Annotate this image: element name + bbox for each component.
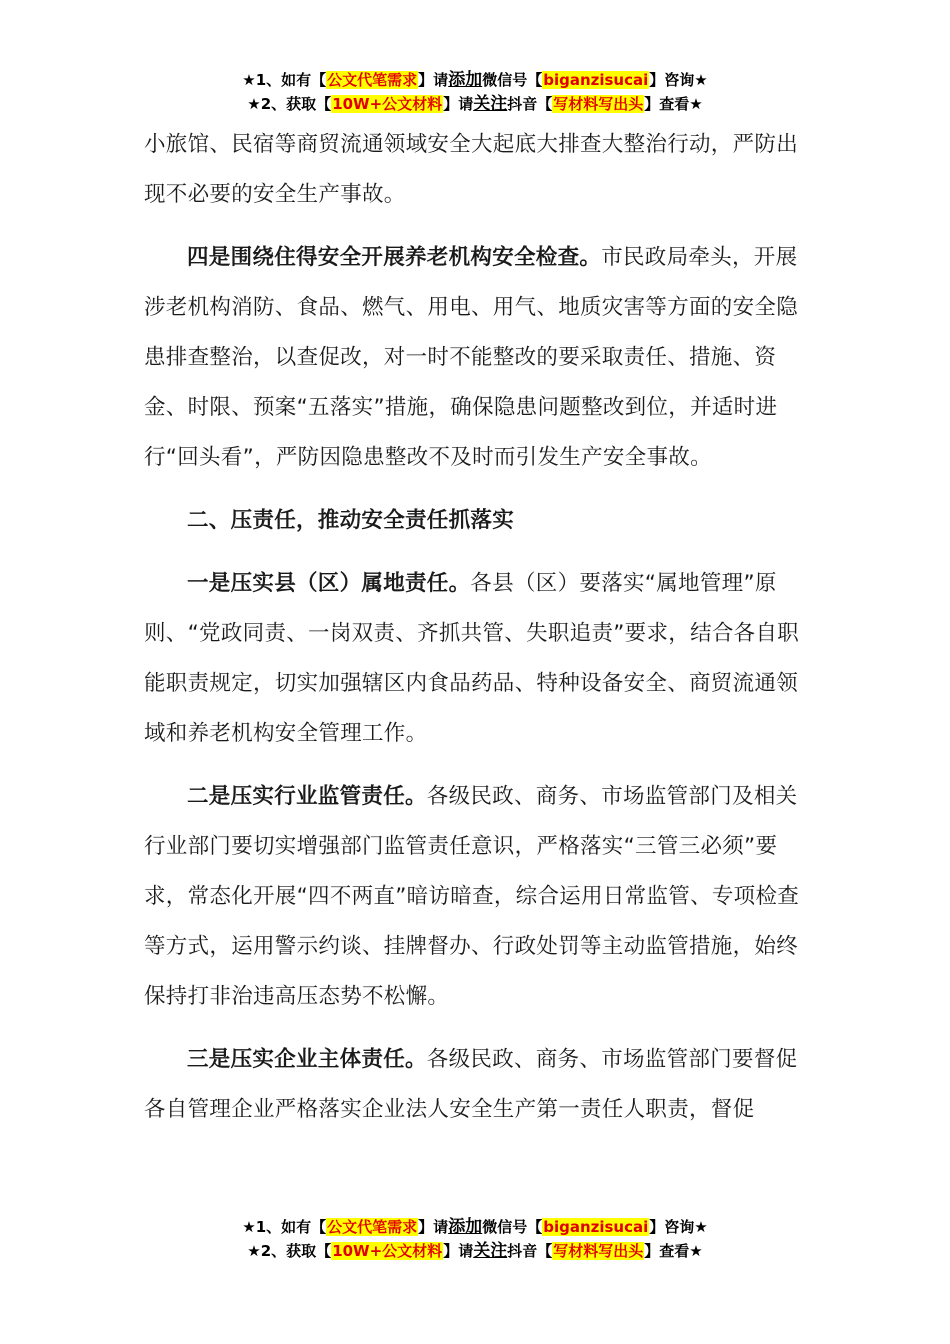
paragraph-continued: 小旅馆、民宿等商贸流通领域安全大起底大排查大整治行动，严防出现不必要的安全生产事故。 [144, 132, 799, 207]
highlight-wechat-id: biganzisucai [543, 1218, 649, 1236]
footer-promo-banner [0, 1215, 950, 1263]
promo-line-1: ★1、如有【公文代笔需求】请添加微信号【biganzisucai】咨询★ [242, 1217, 708, 1237]
promo-line-2: ★2、获取【10W+公文材料】请关注抖音【写材料写出头】查看★ [247, 94, 703, 114]
paragraph-enterprise-responsibility: 三是压实企业主体责任。各级民政、商务、市场监管部门要督促各自管理企业严格落实企业法人安全生产第一责任人职责，督促 [144, 1047, 798, 1122]
paragraph-heading: 四是围绕住得安全开展养老机构安全检查。 [187, 245, 602, 270]
highlight-writing-service: 公文代笔需求 [327, 71, 418, 89]
promo-line-2: ★2、获取【10W+公文材料】请关注抖音【写材料写出头】查看★ [247, 1241, 703, 1261]
section-heading: 二、压责任，推动安全责任抓落实 [187, 508, 515, 533]
paragraph-territorial-responsibility: 一是压实县（区）属地责任。各县（区）要落实“属地管理”原则、“党政同责、一岗双责、齐抓共管、失职追责”要求，结合各自职能职责规定，切实加强辖区内食品药品、特种设备安全、商贸流通领域和养老机构安全管理工作。 [144, 571, 800, 746]
highlight-douyin-account: 写材料写出头 [553, 1242, 644, 1260]
highlight-writing-service: 公文代笔需求 [327, 1218, 418, 1236]
highlight-douyin-account: 写材料写出头 [553, 95, 644, 113]
header-promo-banner [0, 68, 950, 116]
paragraph-elderly-care: 四是围绕住得安全开展养老机构安全检查。市民政局牵头，开展涉老机构消防、食品、燃气、用电、用气、地质灾害等方面的安全隐患排查整治，以查促改，对一时不能整改的要采取责任、措施、资金、时限、预案“五落实”措施，确保隐患问题整改到位，并适时进行“回头看”，严防因隐患整改不及时而引发生产安全事故。 [144, 245, 799, 470]
document-body [144, 120, 808, 1148]
highlight-materials: 10W+公文材料 [332, 1242, 443, 1260]
highlight-wechat-id: biganzisucai [543, 71, 649, 89]
paragraph-heading: 一是压实县（区）属地责任。 [187, 571, 471, 596]
paragraph-heading: 二是压实行业监管责任。 [187, 784, 427, 809]
promo-line-1: ★1、如有【公文代笔需求】请添加微信号【biganzisucai】咨询★ [242, 70, 708, 90]
paragraph-heading: 三是压实企业主体责任。 [187, 1047, 427, 1072]
highlight-materials: 10W+公文材料 [332, 95, 443, 113]
paragraph-industry-supervision: 二是压实行业监管责任。各级民政、商务、市场监管部门及相关行业部门要切实增强部门监管责任意识，严格落实“三管三必须”要求，常态化开展“四不两直”暗访暗查，综合运用日常监管、专项检查等方式，运用警示约谈、挂牌督办、行政处罚等主动监管措施，始终保持打非治违高压态势不松懈。 [144, 784, 800, 1009]
